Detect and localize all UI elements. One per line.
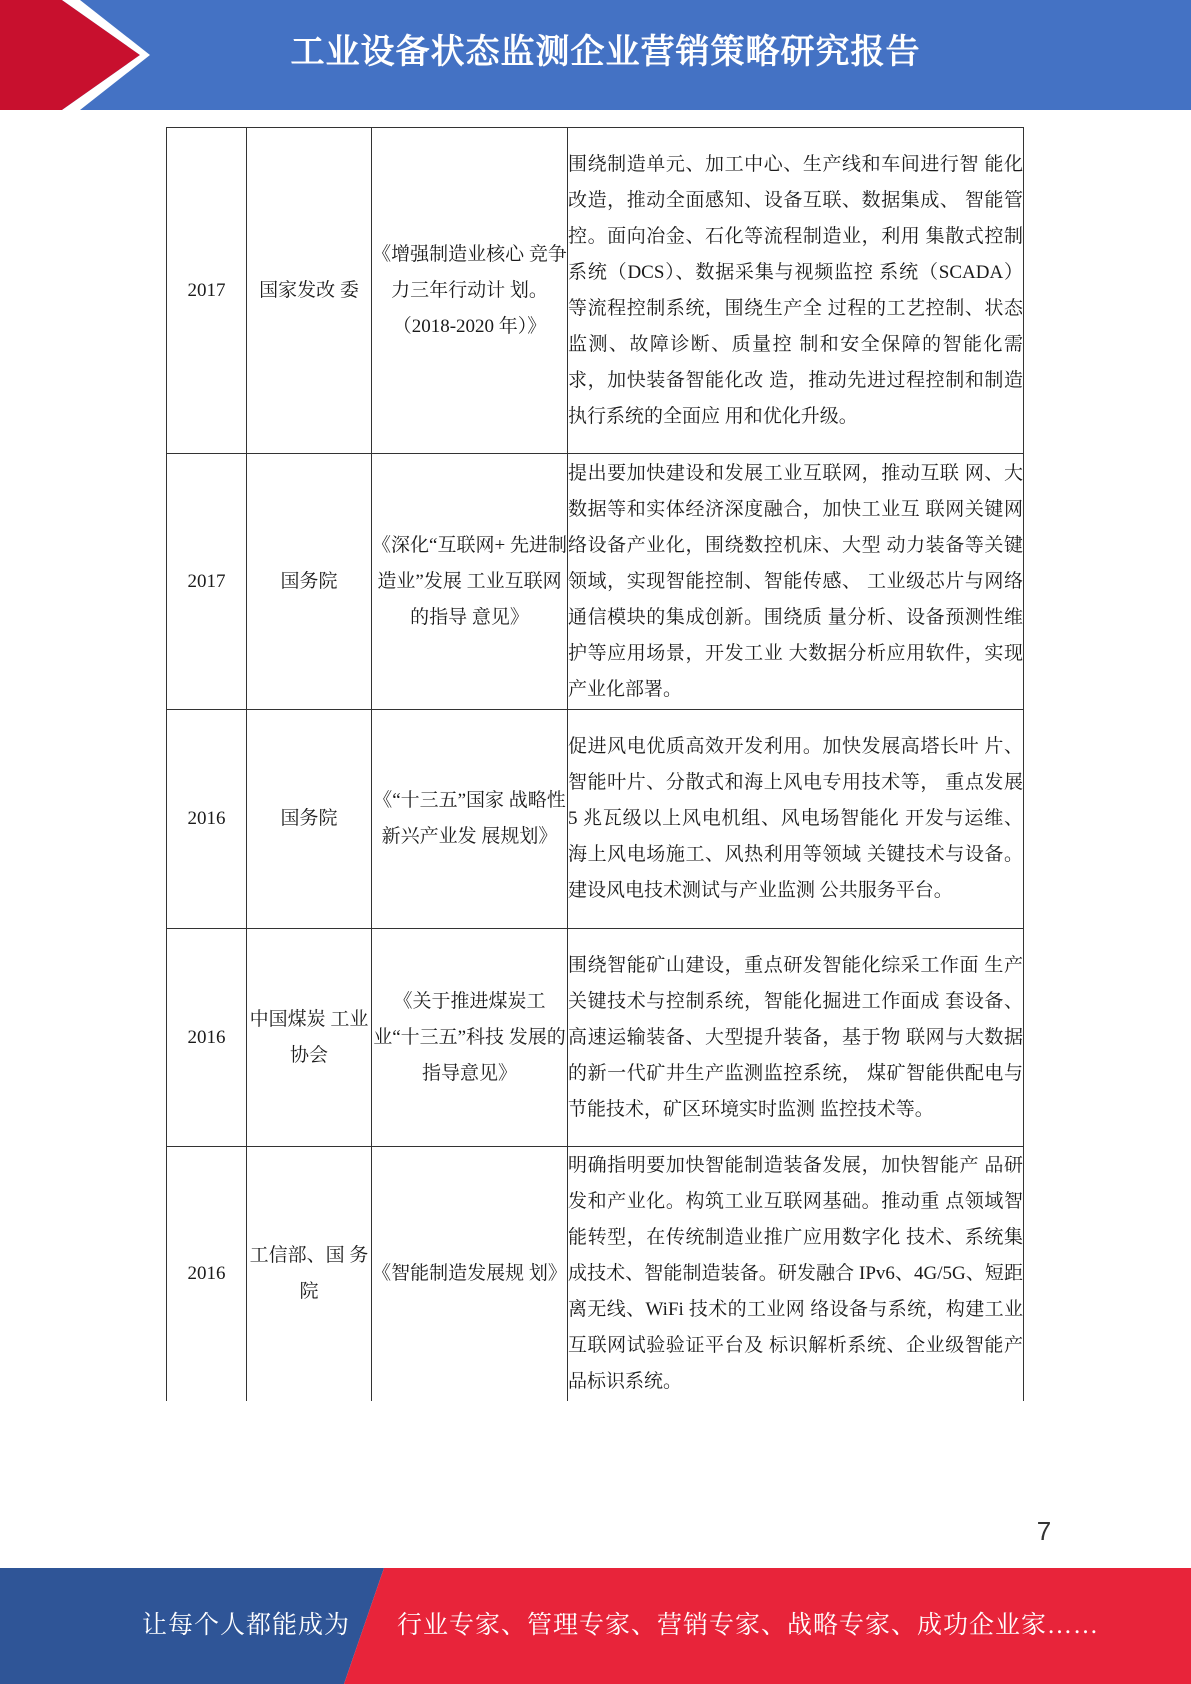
year-cell: 2016: [167, 929, 247, 1147]
table-row: [167, 128, 1024, 454]
year-cell: 2017: [167, 128, 247, 454]
table-row: [167, 1147, 1024, 1401]
table-row: [167, 710, 1024, 929]
year-cell: 2016: [167, 1147, 247, 1401]
document-cell: 《智能制造发展规 划》: [372, 1147, 568, 1401]
department-cell: 工信部、国 务院: [247, 1147, 372, 1401]
description-cell: 促进风电优质高效开发利用。加快发展高塔长叶 片、智能叶片、分散式和海上风电专用技术等， 重点发展 5 兆瓦级以上风电机组、风电场智能化 开发与运维、海上风电场施工、风热利用等领域 关键技术与设备。建设风电技术测试与产业监测 公共服务平台。: [568, 710, 1024, 929]
report-title: 工业设备状态监测企业营销策略研究报告: [290, 32, 921, 72]
department-cell: 国务院: [247, 454, 372, 710]
table-row: [167, 929, 1024, 1147]
department-cell: 中国煤炭 工业协会: [247, 929, 372, 1147]
description-cell: 提出要加快建设和发展工业互联网，推动互联 网、大数据等和实体经济深度融合，加快工业互 联网关键网络设备产业化，围绕数控机床、大型 动力装备等关键领域，实现智能控制、智能传感、 工业级芯片与网络通信模块的集成创新。围绕质 量分析、设备预测性维护等应用场景，开发工业 大数据分析应用软件，实现产业化部署。: [568, 454, 1024, 710]
department-cell: 国务院: [247, 710, 372, 929]
footer-slogan-left: 让每个人都能成为: [142, 1612, 351, 1639]
page-number: 7: [1036, 1516, 1052, 1546]
document-cell: 《“十三五”国家 战略性新兴产业发 展规划》: [372, 710, 568, 929]
table-row: [167, 454, 1024, 710]
year-cell: 2016: [167, 710, 247, 929]
document-cell: 《深化“互联网+ 先进制造业”发展 工业互联网的指导 意见》: [372, 454, 568, 710]
department-cell: 国家发改 委: [247, 128, 372, 454]
footer-slogan-right: 行业专家、管理专家、营销专家、战略专家、成功企业家……: [397, 1612, 1100, 1639]
policy-table: [166, 127, 1024, 1401]
description-cell: 围绕制造单元、加工中心、生产线和车间进行智 能化改造，推动全面感知、设备互联、数据集成、 智能管控。面向冶金、石化等流程制造业，利用 集散式控制系统（DCS）、数据采集与视频监控 系统（SCADA）等流程控制系统，围绕生产全 过程的工艺控制、状态监测、故障诊断、质量控 制和安全保障的智能化需求，加快装备智能化改 造，推动先进过程控制和制造执行系统的全面应 用和优化升级。: [568, 128, 1024, 454]
description-cell: 明确指明要加快智能制造装备发展，加快智能产 品研发和产业化。构筑工业互联网基础。推动重 点领域智能转型，在传统制造业推广应用数字化 技术、系统集成技术、智能制造装备。研发融合 IPv6、4G/5G、短距离无线、WiFi 技术的工业网 络设备与系统，构建工业互联网试验验证平台及 标识解析系统、企业级智能产品标识系统。: [568, 1147, 1024, 1401]
description-cell: 围绕智能矿山建设，重点研发智能化综采工作面 生产关键技术与控制系统，智能化掘进工作面成 套设备、高速运输装备、大型提升装备，基于物 联网与大数据的新一代矿井生产监测监控系统， 煤矿智能供配电与节能技术，矿区环境实时监测 监控技术等。: [568, 929, 1024, 1147]
page-footer: [0, 1568, 1191, 1684]
document-cell: 《增强制造业核心 竞争力三年行动计 划。（2018-2020 年）》: [372, 128, 568, 454]
page-header: [0, 0, 1191, 110]
document-cell: 《关于推进煤炭工 业“十三五”科技 发展的指导意见》: [372, 929, 568, 1147]
year-cell: 2017: [167, 454, 247, 710]
